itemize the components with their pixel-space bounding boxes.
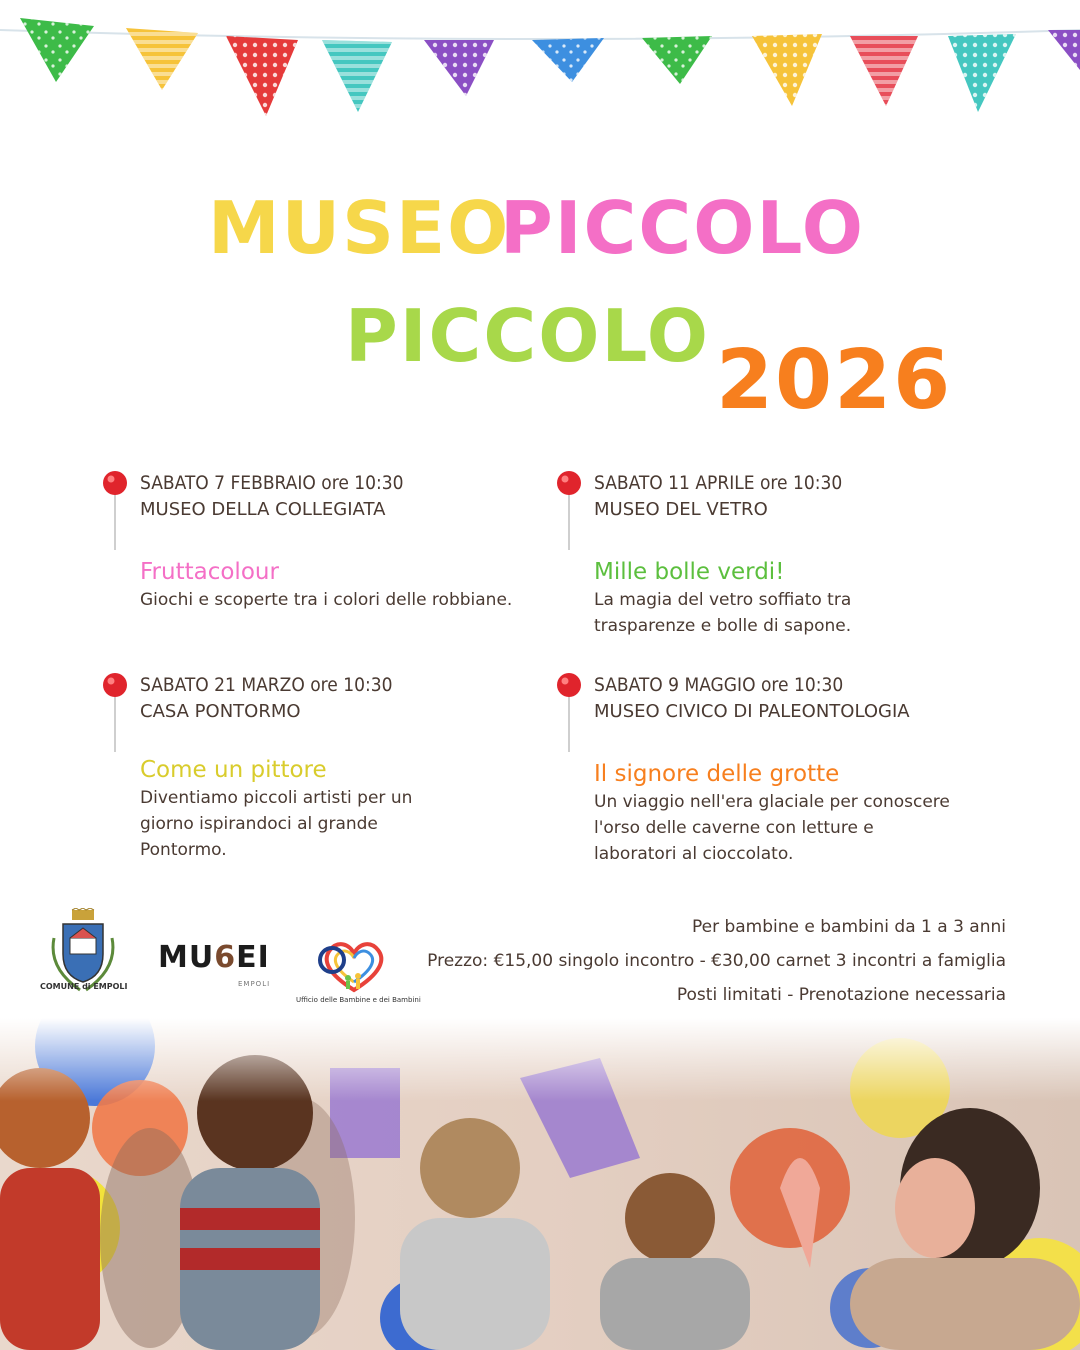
event-date: SABATO 7 FEBBRAIO ore 10:30 xyxy=(140,472,404,494)
event-place: MUSEO DELLA COLLEGIATA xyxy=(140,499,386,520)
musei-logo-right: EI xyxy=(236,940,270,975)
map-pin-icon xyxy=(100,470,130,550)
musei-logo-sub: EMPOLI xyxy=(238,980,271,988)
event-title: Fruttacolour xyxy=(140,559,279,585)
title-museo: MUSEO xyxy=(208,186,511,270)
event-card xyxy=(140,672,440,863)
event-card xyxy=(594,672,954,867)
ufficio-bambini-label: Ufficio delle Bambine e dei Bambini xyxy=(296,996,421,1004)
children-photo xyxy=(0,1018,1080,1350)
booking-text: Posti limitati - Prenotazione necessaria xyxy=(676,985,1006,1005)
flag-5 xyxy=(424,40,494,96)
flag-4 xyxy=(322,40,392,112)
flag-9 xyxy=(850,36,918,106)
musei-logo-six: 6 xyxy=(214,940,237,975)
event-place: CASA PONTORMO xyxy=(140,701,301,722)
map-pin-icon xyxy=(100,672,130,752)
event-title: Mille bolle verdi! xyxy=(594,559,785,585)
event-date: SABATO 11 APRILE ore 10:30 xyxy=(594,472,843,494)
flag-8 xyxy=(752,34,822,106)
comune-empoli-label: COMUNE di EMPOLI xyxy=(40,982,128,991)
event-date: SABATO 21 MARZO ore 10:30 xyxy=(140,674,393,696)
event-place: MUSEO DEL VETRO xyxy=(594,499,768,520)
flag-10 xyxy=(948,34,1016,112)
flag-6 xyxy=(532,38,604,82)
flag-3 xyxy=(226,36,298,116)
title-piccolo-2: PICCOLO xyxy=(345,294,710,378)
event-description: Giochi e scoperte tra i colori delle robbiane. xyxy=(140,590,513,610)
musei-logo-left: MU xyxy=(158,940,215,975)
bunting-decoration xyxy=(0,0,1080,140)
title-year: 2026 xyxy=(716,333,953,428)
event-description: La magia del vetro soffiato tra trasparenze e bolle di sapone. xyxy=(594,590,852,636)
audience-text: Per bambine e bambini da 1 a 3 anni xyxy=(691,917,1006,937)
event-description: Diventiamo piccoli artisti per un giorno ispirandoci al grande Pontormo. xyxy=(140,788,413,860)
musei-empoli-logo xyxy=(158,940,270,975)
event-title: Il signore delle grotte xyxy=(594,761,840,787)
title-piccolo-1: PICCOLO xyxy=(500,186,865,270)
ufficio-bambini-heart-icon xyxy=(318,938,390,994)
flag-7 xyxy=(642,36,712,84)
event-card xyxy=(594,470,944,639)
event-date: SABATO 9 MAGGIO ore 10:30 xyxy=(594,674,844,696)
event-card xyxy=(140,470,560,613)
map-pin-icon xyxy=(554,672,584,752)
price-text: Prezzo: €15,00 singolo incontro - €30,00 carnet 3 incontri a famiglia xyxy=(427,951,1006,971)
event-place: MUSEO CIVICO DI PALEONTOLOGIA xyxy=(594,701,910,722)
flag-1 xyxy=(20,18,94,82)
flag-2 xyxy=(126,28,198,90)
map-pin-icon xyxy=(554,470,584,550)
flag-11 xyxy=(1048,30,1080,70)
event-title: Come un pittore xyxy=(140,757,327,783)
event-description: Un viaggio nell'era glaciale per conoscere l'orso delle caverne con letture e laboratori al cioccolato. xyxy=(594,792,950,864)
